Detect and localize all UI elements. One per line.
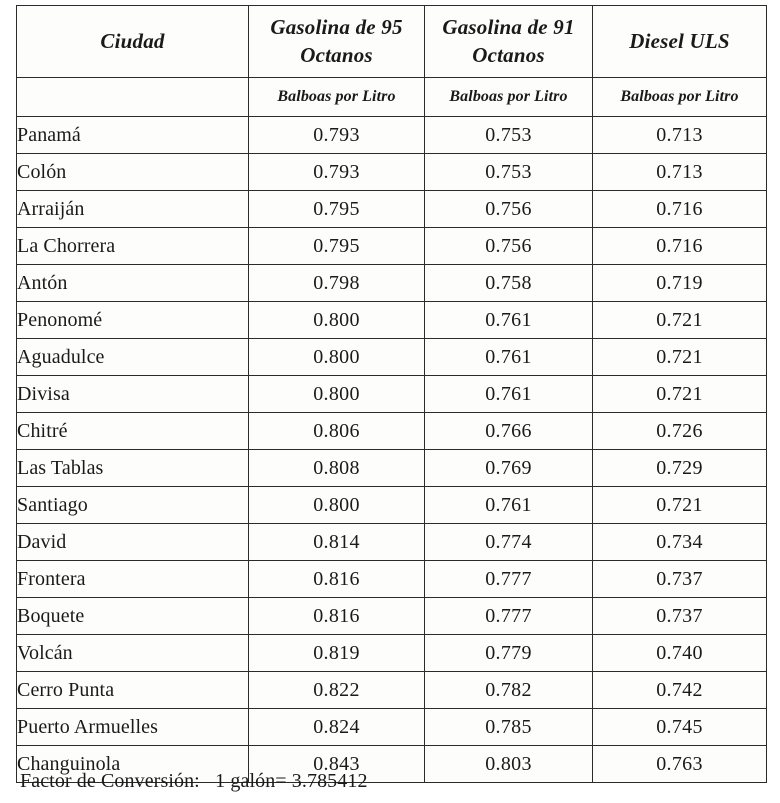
- cell-diesel-uls: 0.737: [593, 561, 767, 598]
- cell-diesel-uls: 0.713: [593, 117, 767, 154]
- cell-gasolina-91: 0.761: [425, 376, 593, 413]
- cell-gasolina-91: 0.756: [425, 228, 593, 265]
- cell-gasolina-95: 0.814: [249, 524, 425, 561]
- cell-city: Las Tablas: [17, 450, 249, 487]
- cell-gasolina-95: 0.806: [249, 413, 425, 450]
- cell-city: Volcán: [17, 635, 249, 672]
- table-row: [17, 191, 767, 228]
- cell-gasolina-91: 0.753: [425, 154, 593, 191]
- cell-city: Changuinola: [17, 746, 249, 783]
- cell-diesel-uls: 0.721: [593, 339, 767, 376]
- cell-gasolina-95: 0.800: [249, 302, 425, 339]
- cell-diesel-uls: 0.737: [593, 598, 767, 635]
- cell-city: Panamá: [17, 117, 249, 154]
- column-header-gasolina-91: Gasolina de 91 Octanos: [425, 6, 593, 78]
- cell-city: Puerto Armuelles: [17, 709, 249, 746]
- table-row: [17, 413, 767, 450]
- conversion-factor-value: 1 galón= 3.785412: [215, 770, 368, 792]
- table-row: [17, 302, 767, 339]
- cell-gasolina-91: 0.779: [425, 635, 593, 672]
- cell-city: Santiago: [17, 487, 249, 524]
- cell-gasolina-91: 0.753: [425, 117, 593, 154]
- column-header-gasolina-95: Gasolina de 95 Octanos: [249, 6, 425, 78]
- table-row: [17, 450, 767, 487]
- cell-gasolina-95: 0.824: [249, 709, 425, 746]
- table-row: [17, 709, 767, 746]
- cell-diesel-uls: 0.734: [593, 524, 767, 561]
- table-row: [17, 265, 767, 302]
- cell-gasolina-95: 0.793: [249, 117, 425, 154]
- cell-gasolina-95: 0.843: [249, 746, 425, 783]
- unit-header-city: [17, 78, 249, 117]
- cell-gasolina-95: 0.822: [249, 672, 425, 709]
- cell-diesel-uls: 0.721: [593, 376, 767, 413]
- table-row: [17, 487, 767, 524]
- cell-city: Divisa: [17, 376, 249, 413]
- cell-city: Cerro Punta: [17, 672, 249, 709]
- cell-diesel-uls: 0.719: [593, 265, 767, 302]
- cell-gasolina-91: 0.785: [425, 709, 593, 746]
- cell-city: David: [17, 524, 249, 561]
- cell-gasolina-95: 0.798: [249, 265, 425, 302]
- cell-diesel-uls: 0.745: [593, 709, 767, 746]
- cell-gasolina-91: 0.774: [425, 524, 593, 561]
- column-header-city: Ciudad: [17, 6, 249, 78]
- cell-city: Antón: [17, 265, 249, 302]
- cell-gasolina-91: 0.769: [425, 450, 593, 487]
- cell-city: Boquete: [17, 598, 249, 635]
- cell-gasolina-95: 0.819: [249, 635, 425, 672]
- table-row: [17, 524, 767, 561]
- cell-city: Frontera: [17, 561, 249, 598]
- cell-diesel-uls: 0.721: [593, 487, 767, 524]
- column-header-diesel-uls: Diesel ULS: [593, 6, 767, 78]
- table-header-row-units: [17, 78, 767, 117]
- unit-header-gasolina-95: Balboas por Litro: [249, 78, 425, 117]
- table-row: [17, 598, 767, 635]
- cell-diesel-uls: 0.721: [593, 302, 767, 339]
- cell-diesel-uls: 0.713: [593, 154, 767, 191]
- table-row: [17, 635, 767, 672]
- cell-gasolina-95: 0.816: [249, 598, 425, 635]
- cell-diesel-uls: 0.740: [593, 635, 767, 672]
- table-row: [17, 339, 767, 376]
- cell-gasolina-91: 0.761: [425, 302, 593, 339]
- cell-gasolina-95: 0.800: [249, 376, 425, 413]
- cell-gasolina-91: 0.766: [425, 413, 593, 450]
- cell-gasolina-95: 0.795: [249, 228, 425, 265]
- cell-gasolina-91: 0.761: [425, 339, 593, 376]
- unit-header-gasolina-91: Balboas por Litro: [425, 78, 593, 117]
- cell-diesel-uls: 0.729: [593, 450, 767, 487]
- cell-gasolina-95: 0.795: [249, 191, 425, 228]
- unit-header-diesel-uls: Balboas por Litro: [593, 78, 767, 117]
- cell-gasolina-91: 0.777: [425, 561, 593, 598]
- table-header-row-titles: [17, 6, 767, 78]
- cell-city: Colón: [17, 154, 249, 191]
- table-row: [17, 561, 767, 598]
- cell-diesel-uls: 0.726: [593, 413, 767, 450]
- cell-diesel-uls: 0.716: [593, 191, 767, 228]
- table-row: [17, 117, 767, 154]
- cell-gasolina-95: 0.816: [249, 561, 425, 598]
- cell-gasolina-91: 0.803: [425, 746, 593, 783]
- cell-gasolina-95: 0.793: [249, 154, 425, 191]
- table-row: [17, 228, 767, 265]
- cell-city: Chitré: [17, 413, 249, 450]
- cell-diesel-uls: 0.763: [593, 746, 767, 783]
- table-body: [17, 117, 767, 783]
- cell-city: Penonomé: [17, 302, 249, 339]
- conversion-factor-note: [20, 770, 368, 793]
- cell-gasolina-91: 0.761: [425, 487, 593, 524]
- cell-diesel-uls: 0.742: [593, 672, 767, 709]
- table-row: [17, 376, 767, 413]
- cell-diesel-uls: 0.716: [593, 228, 767, 265]
- cell-gasolina-95: 0.800: [249, 339, 425, 376]
- fuel-price-table: [16, 5, 767, 783]
- cell-gasolina-95: 0.808: [249, 450, 425, 487]
- cell-gasolina-91: 0.777: [425, 598, 593, 635]
- conversion-factor-label: Factor de Conversión:: [20, 770, 200, 792]
- cell-gasolina-91: 0.758: [425, 265, 593, 302]
- cell-city: La Chorrera: [17, 228, 249, 265]
- table-header: [17, 6, 767, 117]
- cell-gasolina-91: 0.782: [425, 672, 593, 709]
- cell-gasolina-95: 0.800: [249, 487, 425, 524]
- table-row: [17, 154, 767, 191]
- cell-city: Arraiján: [17, 191, 249, 228]
- cell-city: Aguadulce: [17, 339, 249, 376]
- table-row: [17, 672, 767, 709]
- cell-gasolina-91: 0.756: [425, 191, 593, 228]
